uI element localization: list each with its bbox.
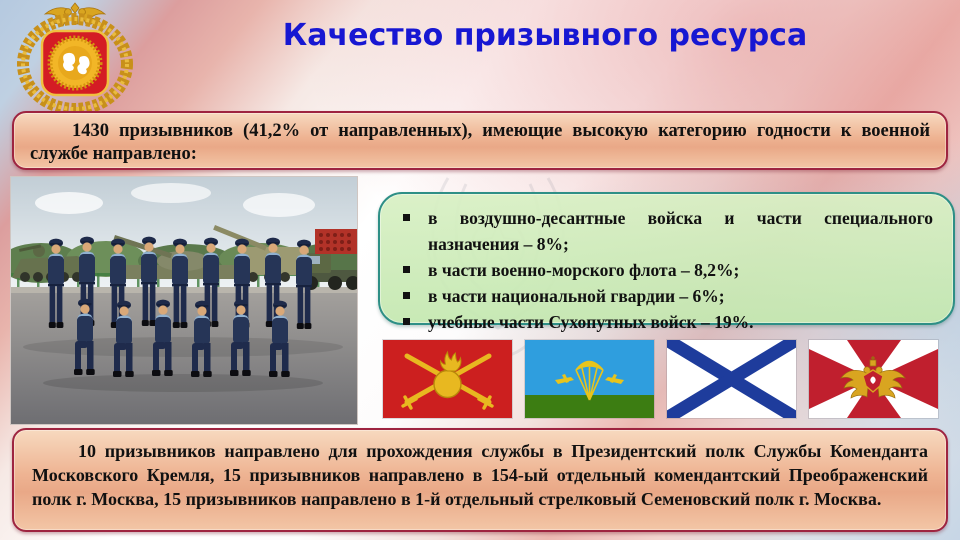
service-flags-row xyxy=(383,340,938,418)
destinations-box xyxy=(378,192,955,332)
list-item: учебные части Сухопутных войск – 19%. xyxy=(394,309,933,335)
military-commissariat-emblem-icon xyxy=(14,0,136,112)
conscripts-group-photo xyxy=(10,176,358,425)
list-item: в части национальной гвардии – 6%; xyxy=(394,283,933,309)
destinations-list xyxy=(394,205,933,335)
footer-text-box xyxy=(12,428,948,532)
footer-text: 10 призывников направлено для прохождения службы в Президентский полк Службы Коменданта Московского Кремля, 15 призывников направлено в 154-ый отдельный комендантский Преображенский полк г. Москва, 15 призывников направлено в 1-й отдельный стрелковый Семеновский полк г. Москва. xyxy=(32,441,928,509)
national-guard-flag-icon xyxy=(809,340,938,418)
intro-text-box xyxy=(12,111,948,170)
ground-forces-flag-icon xyxy=(383,340,512,418)
navy-st-andrew-flag-icon xyxy=(667,340,796,418)
list-item: в воздушно-десантные войска и части специального назначения – 8%; xyxy=(394,205,933,257)
intro-text: 1430 призывников (41,2% от направленных), имеющие высокую категорию годности к военной службе направлено: xyxy=(30,121,930,164)
airborne-forces-flag-icon xyxy=(525,340,654,418)
list-item: в части военно-морского флота – 8,2%; xyxy=(394,257,933,283)
slide-title: Качество призывного ресурса xyxy=(282,18,808,53)
